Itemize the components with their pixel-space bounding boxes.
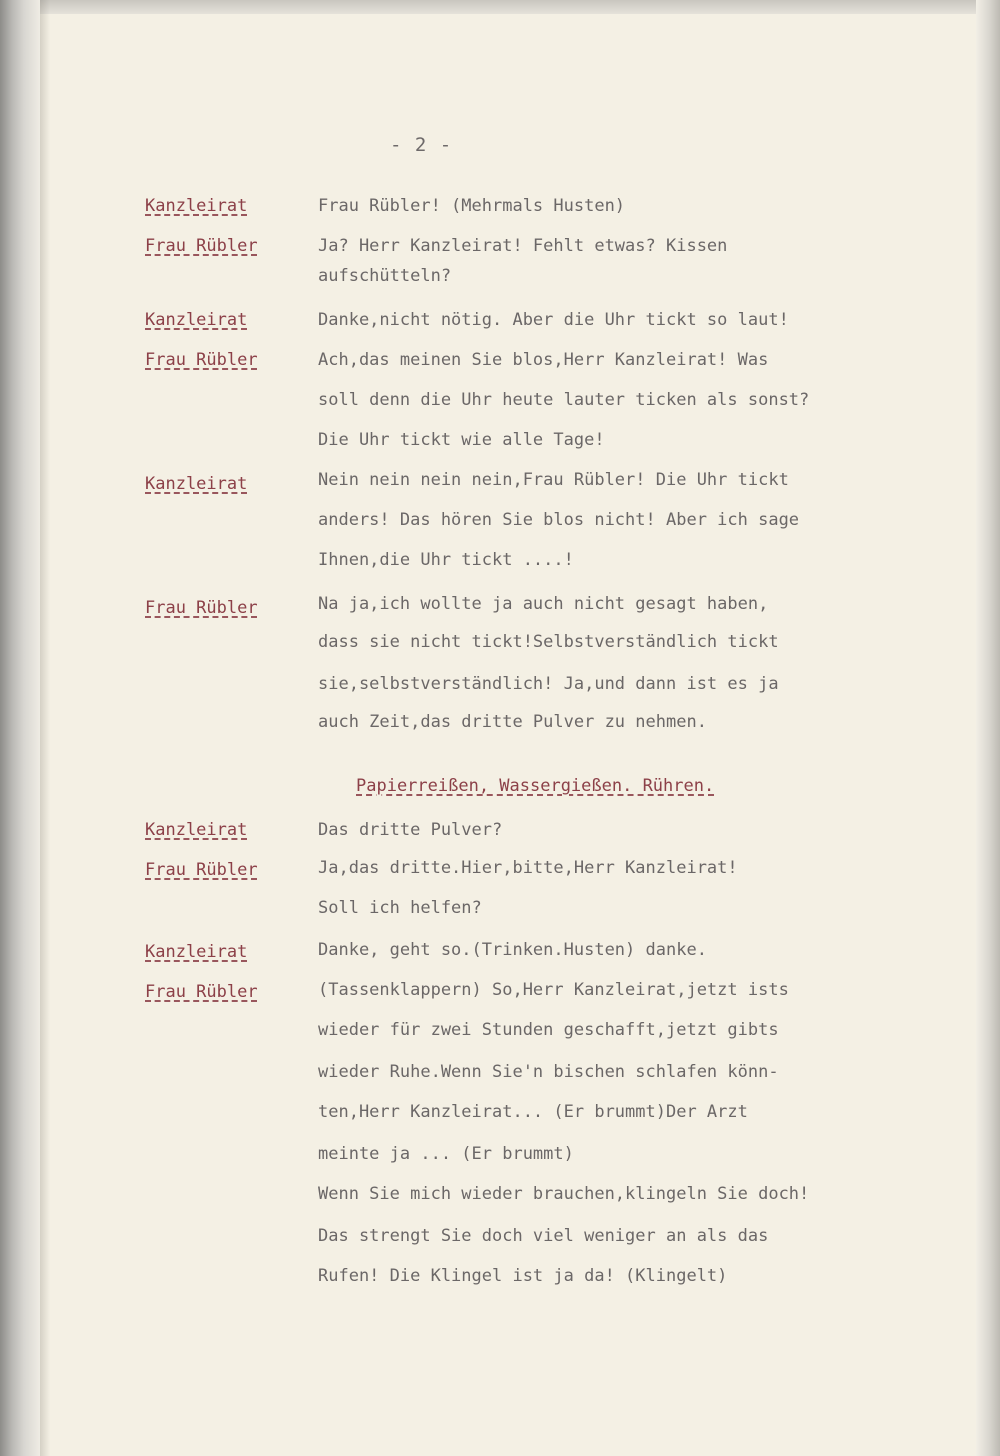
dialogue-line: Na ja,ich wollte ja auch nicht gesagt haben, bbox=[318, 594, 769, 614]
dialogue-line: Frau Rübler! (Mehrmals Husten) bbox=[318, 196, 626, 216]
speaker-kanzleirat: Kanzleirat bbox=[145, 196, 248, 216]
dialogue-line: Danke, geht so.(Trinken.Husten) danke. bbox=[318, 940, 707, 960]
spine-shadow bbox=[40, 0, 50, 1456]
dialogue-line: auch Zeit,das dritte Pulver zu nehmen. bbox=[318, 712, 707, 732]
dialogue-line: anders! Das hören Sie blos nicht! Aber ich sage bbox=[318, 510, 800, 530]
dialogue-line: wieder Ruhe.Wenn Sie'n bischen schlafen könn- bbox=[318, 1062, 779, 1082]
page-right-edge bbox=[976, 0, 1000, 1456]
speaker-kanzleirat: Kanzleirat bbox=[145, 820, 248, 840]
dialogue-line: Die Uhr tickt wie alle Tage! bbox=[318, 430, 605, 450]
dialogue-line: dass sie nicht tickt!Selbstverständlich tickt bbox=[318, 632, 779, 652]
speaker-frau-ruebler: Frau Rübler bbox=[145, 982, 258, 1002]
dialogue-line: Ihnen,die Uhr tickt ....! bbox=[318, 550, 574, 570]
dialogue-line: Danke,nicht nötig. Aber die Uhr tickt so laut! bbox=[318, 310, 789, 330]
dialogue-line: soll denn die Uhr heute lauter ticken als sonst? bbox=[318, 390, 810, 410]
dialogue-line: Das dritte Pulver? bbox=[318, 820, 503, 840]
stage-direction: Papierreißen, Wassergießen. Rühren. bbox=[356, 776, 715, 796]
speaker-frau-ruebler: Frau Rübler bbox=[145, 236, 258, 256]
dialogue-line: Ja,das dritte.Hier,bitte,Herr Kanzleirat! bbox=[318, 858, 738, 878]
dialogue-line: (Tassenklappern) So,Herr Kanzleirat,jetzt ists bbox=[318, 980, 789, 1000]
speaker-frau-ruebler: Frau Rübler bbox=[145, 598, 258, 618]
dialogue-line: Wenn Sie mich wieder brauchen,klingeln Sie doch! bbox=[318, 1184, 810, 1204]
dialogue-line: ten,Herr Kanzleirat... (Er brummt)Der Arzt bbox=[318, 1102, 748, 1122]
dialogue-line: Ja? Herr Kanzleirat! Fehlt etwas? Kissen bbox=[318, 236, 728, 256]
speaker-kanzleirat: Kanzleirat bbox=[145, 474, 248, 494]
dialogue-line: Ach,das meinen Sie blos,Herr Kanzleirat! Was bbox=[318, 350, 769, 370]
speaker-frau-ruebler: Frau Rübler bbox=[145, 860, 258, 880]
speaker-kanzleirat: Kanzleirat bbox=[145, 942, 248, 962]
dialogue-line: aufschütteln? bbox=[318, 266, 452, 286]
dialogue-line: wieder für zwei Stunden geschafft,jetzt gibts bbox=[318, 1020, 779, 1040]
speaker-kanzleirat: Kanzleirat bbox=[145, 310, 248, 330]
page-number: - 2 - bbox=[390, 134, 453, 156]
speaker-frau-ruebler: Frau Rübler bbox=[145, 350, 258, 370]
dialogue-line: meinte ja ... (Er brummt) bbox=[318, 1144, 574, 1164]
dialogue-line: Rufen! Die Klingel ist ja da! (Klingelt) bbox=[318, 1266, 728, 1286]
dialogue-line: Das strengt Sie doch viel weniger an als das bbox=[318, 1226, 769, 1246]
binding-spine bbox=[0, 0, 40, 1456]
dialogue-line: Nein nein nein nein,Frau Rübler! Die Uhr tickt bbox=[318, 470, 789, 490]
dialogue-line: sie,selbstverständlich! Ja,und dann ist es ja bbox=[318, 674, 779, 694]
dialogue-line: Soll ich helfen? bbox=[318, 898, 482, 918]
